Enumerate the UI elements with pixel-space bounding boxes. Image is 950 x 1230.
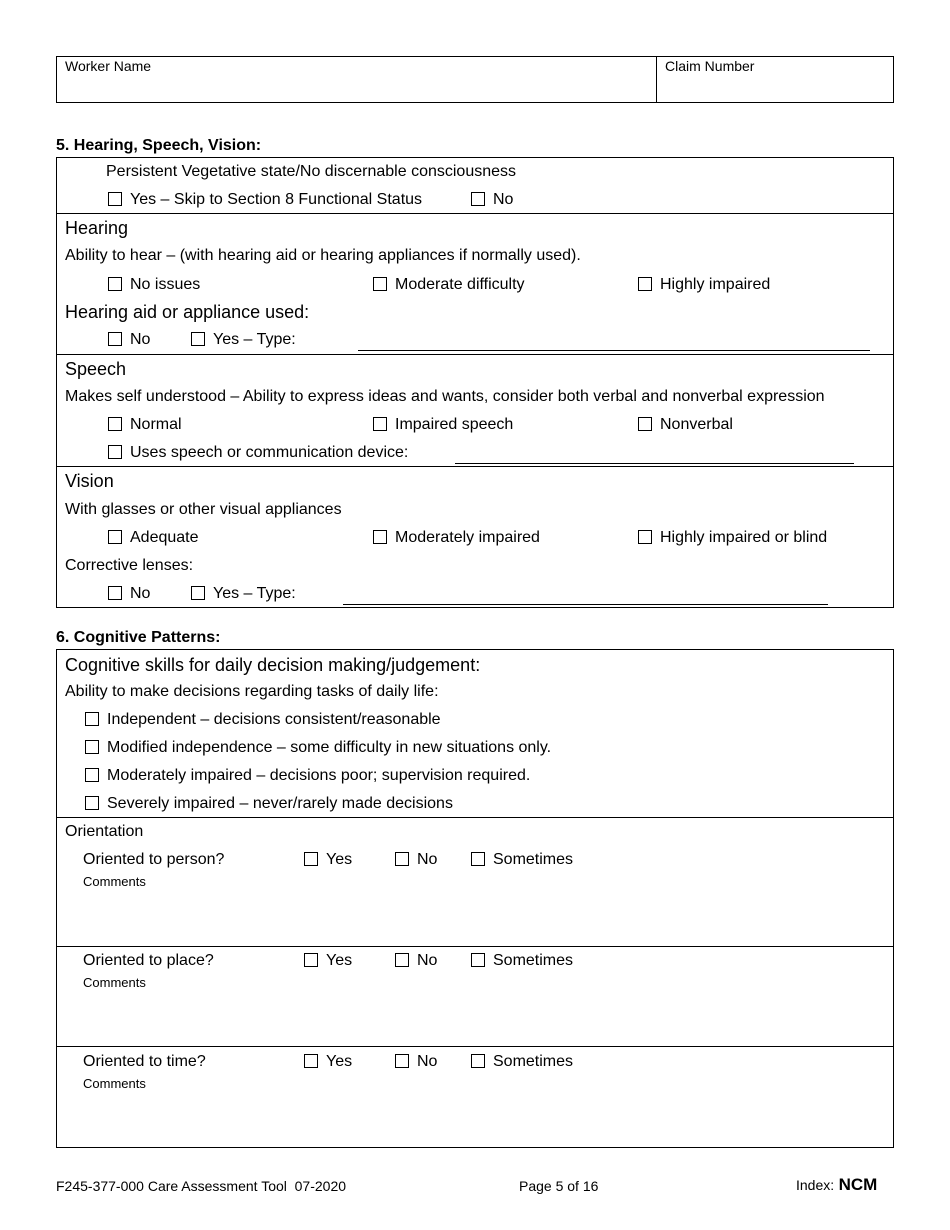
oriented-yes-checkbox[interactable]: [304, 1054, 318, 1068]
section5-title: 5. Hearing, Speech, Vision:: [56, 137, 262, 154]
divider-time: [56, 1046, 894, 1047]
oriented-no-label: No: [417, 851, 438, 868]
lenses-yes[interactable]: [191, 585, 296, 603]
pvs-no-option[interactable]: [471, 191, 513, 209]
vision-opt1-label: Adequate: [130, 529, 199, 546]
oriented-sometimes[interactable]: [471, 851, 573, 869]
oriented-yes-label: Yes: [326, 851, 353, 868]
hearing-opt3[interactable]: [638, 276, 770, 294]
comments-field[interactable]: [83, 892, 883, 942]
lenses-type-field[interactable]: [343, 604, 828, 605]
divider-speech: [56, 354, 894, 355]
hearing-aid-label: Hearing aid or appliance used:: [65, 302, 310, 322]
oriented-yes-label: Yes: [326, 1053, 353, 1070]
cognitive-ability: Ability to make decisions regarding tasks of daily life:: [65, 683, 439, 700]
oriented-sometimes[interactable]: [471, 952, 573, 970]
pvs-no-label: No: [493, 191, 514, 208]
hearing-aid-no-label: No: [130, 331, 151, 348]
comments-label: Comments: [83, 1076, 146, 1091]
speech-opt1[interactable]: [108, 416, 182, 434]
speech-opt2[interactable]: [373, 416, 513, 434]
index: [796, 1175, 877, 1195]
speech-opt2-label: Impaired speech: [395, 416, 514, 433]
oriented-yes-label: Yes: [326, 952, 353, 969]
comments-field[interactable]: [83, 993, 883, 1043]
vision-opt3[interactable]: [638, 529, 827, 547]
claim-number-field[interactable]: [657, 76, 893, 102]
hearing-aid-yes[interactable]: [191, 331, 296, 349]
speech-device-checkbox[interactable]: [108, 445, 122, 459]
speech-opt3-label: Nonverbal: [660, 416, 733, 433]
hearing-ability: Ability to hear – (with hearing aid or hearing appliances if normally used).: [65, 247, 581, 264]
lenses-label: Corrective lenses:: [65, 557, 194, 574]
oriented-sometimes-label: Sometimes: [493, 952, 574, 969]
oriented-no-checkbox[interactable]: [395, 953, 409, 967]
hearing-heading: Hearing: [65, 218, 129, 238]
hearing-aid-type-field[interactable]: [358, 350, 870, 351]
cognitive-opt3-checkbox[interactable]: [85, 768, 99, 782]
pvs-yes-label: Yes – Skip to Section 8 Functional Status: [130, 191, 423, 208]
cognitive-opt2[interactable]: [85, 739, 551, 757]
divider-place: [56, 946, 894, 947]
vision-opt1[interactable]: [108, 529, 199, 547]
vision-opt3-checkbox[interactable]: [638, 530, 652, 544]
hearing-opt1[interactable]: [108, 276, 200, 294]
pvs-no-checkbox[interactable]: [471, 192, 485, 206]
oriented-yes[interactable]: [304, 1053, 352, 1071]
hearing-opt1-checkbox[interactable]: [108, 277, 122, 291]
vision-opt2[interactable]: [373, 529, 540, 547]
vision-opt2-label: Moderately impaired: [395, 529, 540, 546]
lenses-no-label: No: [130, 585, 151, 602]
cognitive-opt3[interactable]: [85, 767, 530, 785]
oriented-yes-checkbox[interactable]: [304, 852, 318, 866]
oriented-no[interactable]: [395, 851, 437, 869]
oriented-no-checkbox[interactable]: [395, 852, 409, 866]
worker-name-field[interactable]: [57, 76, 655, 102]
lenses-no-checkbox[interactable]: [108, 586, 122, 600]
oriented-sometimes-checkbox[interactable]: [471, 1054, 485, 1068]
oriented-no[interactable]: [395, 952, 437, 970]
speech-opt1-checkbox[interactable]: [108, 417, 122, 431]
hearing-opt1-label: No issues: [130, 276, 201, 293]
hearing-opt2-checkbox[interactable]: [373, 277, 387, 291]
speech-opt3[interactable]: [638, 416, 733, 434]
cognitive-opt4[interactable]: [85, 795, 453, 813]
cognitive-opt1-checkbox[interactable]: [85, 712, 99, 726]
lenses-yes-checkbox[interactable]: [191, 586, 205, 600]
speech-device[interactable]: [108, 444, 408, 462]
oriented-sometimes-label: Sometimes: [493, 851, 574, 868]
cognitive-opt2-checkbox[interactable]: [85, 740, 99, 754]
hearing-aid-no-checkbox[interactable]: [108, 332, 122, 346]
claim-number-label: Claim Number: [665, 58, 755, 74]
hearing-opt2[interactable]: [373, 276, 525, 294]
cognitive-opt1-label: Independent – decisions consistent/reasonable: [107, 711, 441, 728]
speech-device-field[interactable]: [455, 463, 854, 464]
hearing-aid-yes-checkbox[interactable]: [191, 332, 205, 346]
lenses-yes-label: Yes – Type:: [213, 585, 296, 602]
oriented-sometimes[interactable]: [471, 1053, 573, 1071]
hearing-opt3-label: Highly impaired: [660, 276, 771, 293]
oriented-no-label: No: [417, 952, 438, 969]
vision-desc: With glasses or other visual appliances: [65, 501, 342, 518]
vision-heading: Vision: [65, 471, 114, 491]
oriented-yes-checkbox[interactable]: [304, 953, 318, 967]
comments-label: Comments: [83, 874, 146, 889]
pvs-yes-option[interactable]: [108, 191, 422, 209]
form-id: F245-377-000 Care Assessment Tool 07-2020: [56, 1178, 347, 1194]
pvs-label: Persistent Vegetative state/No discernable consciousness: [106, 163, 517, 180]
index-value: NCM: [838, 1175, 878, 1194]
comments-label: Comments: [83, 975, 146, 990]
cognitive-skills-heading: Cognitive skills for daily decision making/judgement:: [65, 655, 481, 675]
oriented-sometimes-checkbox[interactable]: [471, 852, 485, 866]
oriented-sometimes-checkbox[interactable]: [471, 953, 485, 967]
divider-orientation: [56, 817, 894, 818]
oriented-yes[interactable]: [304, 952, 352, 970]
orientation-heading: Orientation: [65, 823, 144, 840]
speech-desc: Makes self understood – Ability to express ideas and wants, consider both verbal and nonverbal expression: [65, 388, 825, 405]
cognitive-opt1[interactable]: [85, 711, 441, 729]
cognitive-opt2-label: Modified independence – some difficulty in new situations only.: [107, 739, 552, 756]
oriented-question: Oriented to person?: [83, 851, 225, 868]
speech-opt1-label: Normal: [130, 416, 182, 433]
lenses-no[interactable]: [108, 585, 150, 603]
hearing-opt2-label: Moderate difficulty: [395, 276, 525, 293]
speech-opt2-checkbox[interactable]: [373, 417, 387, 431]
speech-opt3-checkbox[interactable]: [638, 417, 652, 431]
comments-field[interactable]: [83, 1094, 883, 1144]
oriented-question: Oriented to time?: [83, 1053, 206, 1070]
index-label: Index:: [796, 1177, 835, 1193]
hearing-aid-yes-label: Yes – Type:: [213, 331, 296, 348]
divider-vision: [56, 466, 894, 467]
oriented-sometimes-label: Sometimes: [493, 1053, 574, 1070]
vision-opt3-label: Highly impaired or blind: [660, 529, 828, 546]
oriented-no[interactable]: [395, 1053, 437, 1071]
section6-title: 6. Cognitive Patterns:: [56, 629, 221, 646]
divider-hearing: [56, 213, 894, 214]
oriented-yes[interactable]: [304, 851, 352, 869]
cognitive-opt4-checkbox[interactable]: [85, 796, 99, 810]
oriented-question: Oriented to place?: [83, 952, 214, 969]
hearing-aid-no[interactable]: [108, 331, 150, 349]
cognitive-opt3-label: Moderately impaired – decisions poor; supervision required.: [107, 767, 531, 784]
pvs-yes-checkbox[interactable]: [108, 192, 122, 206]
cognitive-opt4-label: Severely impaired – never/rarely made decisions: [107, 795, 453, 812]
hearing-opt3-checkbox[interactable]: [638, 277, 652, 291]
vision-opt1-checkbox[interactable]: [108, 530, 122, 544]
oriented-no-label: No: [417, 1053, 438, 1070]
vision-opt2-checkbox[interactable]: [373, 530, 387, 544]
page-number: Page 5 of 16: [519, 1178, 599, 1194]
speech-heading: Speech: [65, 359, 127, 379]
oriented-no-checkbox[interactable]: [395, 1054, 409, 1068]
worker-name-label: Worker Name: [65, 58, 152, 74]
speech-device-label: Uses speech or communication device:: [130, 444, 409, 461]
